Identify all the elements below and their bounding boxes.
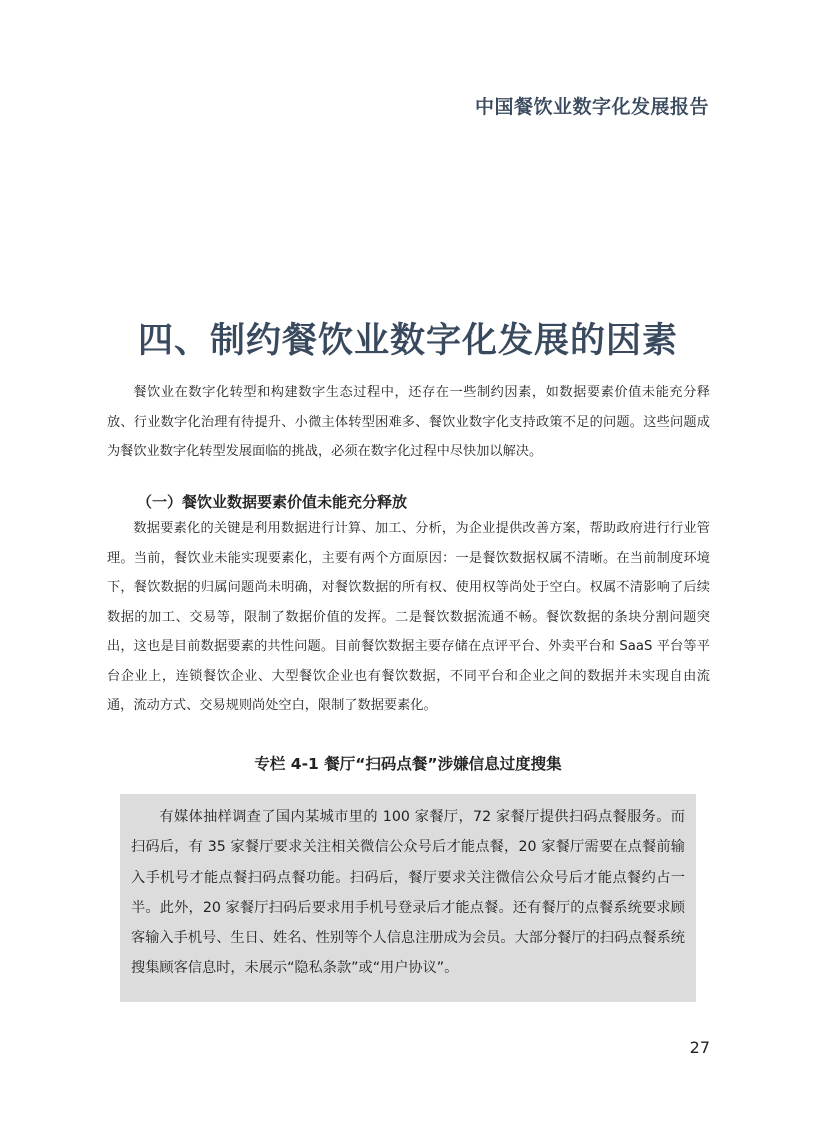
section-paragraph: 数据要素化的关键是利用数据进行计算、加工、分析，为企业提供改善方案，帮助政府进行行业管理。当前，餐饮业未能实现要素化，主要有两个方面原因：一是餐饮数据权属不清晰。在当前制度环境下，餐饮数据的归属问题尚未明确，对餐饮数据的所有权、使用权等尚处于空白。权属不清影响了后续数据的加工、交易等，限制了数据价值的发挥。二是餐饮数据流通不畅。餐饮数据的条块分割问题突出，这也是目前数据要素的共性问题。目前餐饮数据主要存储在点评平台、外卖平台和 SaaS 平台等平台企业上，连锁餐饮企业、大型餐饮企业也有餐饮数据，不同平台和企业之间的数据并未实现自由流通，流动方式、交易规则尚处空白，限制了数据要素化。 [107,521,710,713]
section-heading: （一）餐饮业数据要素价值未能充分释放 [137,493,408,511]
case-box-title: 专栏 4-1 餐厅“扫码点餐”涉嫌信息过度搜集 [254,755,562,773]
running-header: 中国餐饮业数字化发展报告 [474,96,709,118]
case-box [120,794,696,1002]
page-number: 27 [689,1038,710,1057]
intro-paragraph: 餐饮业在数字化转型和构建数字生态过程中，还存在一些制约因素，如数据要素价值未能充分释放、行业数字化治理有待提升、小微主体转型困难多、餐饮业数字化支持政策不足的问题。这些问题成为餐饮业数字化转型发展面临的挑战，必须在数字化过程中尽快加以解决。 [107,385,710,459]
case-box-paragraph: 有媒体抽样调查了国内某城市里的 100 家餐厅，72 家餐厅提供扫码点餐服务。而扫码后，有 35 家餐厅要求关注相关微信公众号后才能点餐，20 家餐厅需要在点餐前输入手机号才能点餐扫码点餐功能。扫码后，餐厅要求关注微信公众号后才能点餐约占一半。此外，20 家餐厅扫码后要求用手机号登录后才能点餐。还有餐厅的点餐系统要求顾客输入手机号、生日、姓名、性别等个人信息注册成为会员。大部分餐厅的扫码点餐系统搜集顾客信息时，未展示“隐私条款”或“用户协议”。 [131,809,685,977]
chapter-title: 四、制约餐饮业数字化发展的因素 [137,320,678,362]
